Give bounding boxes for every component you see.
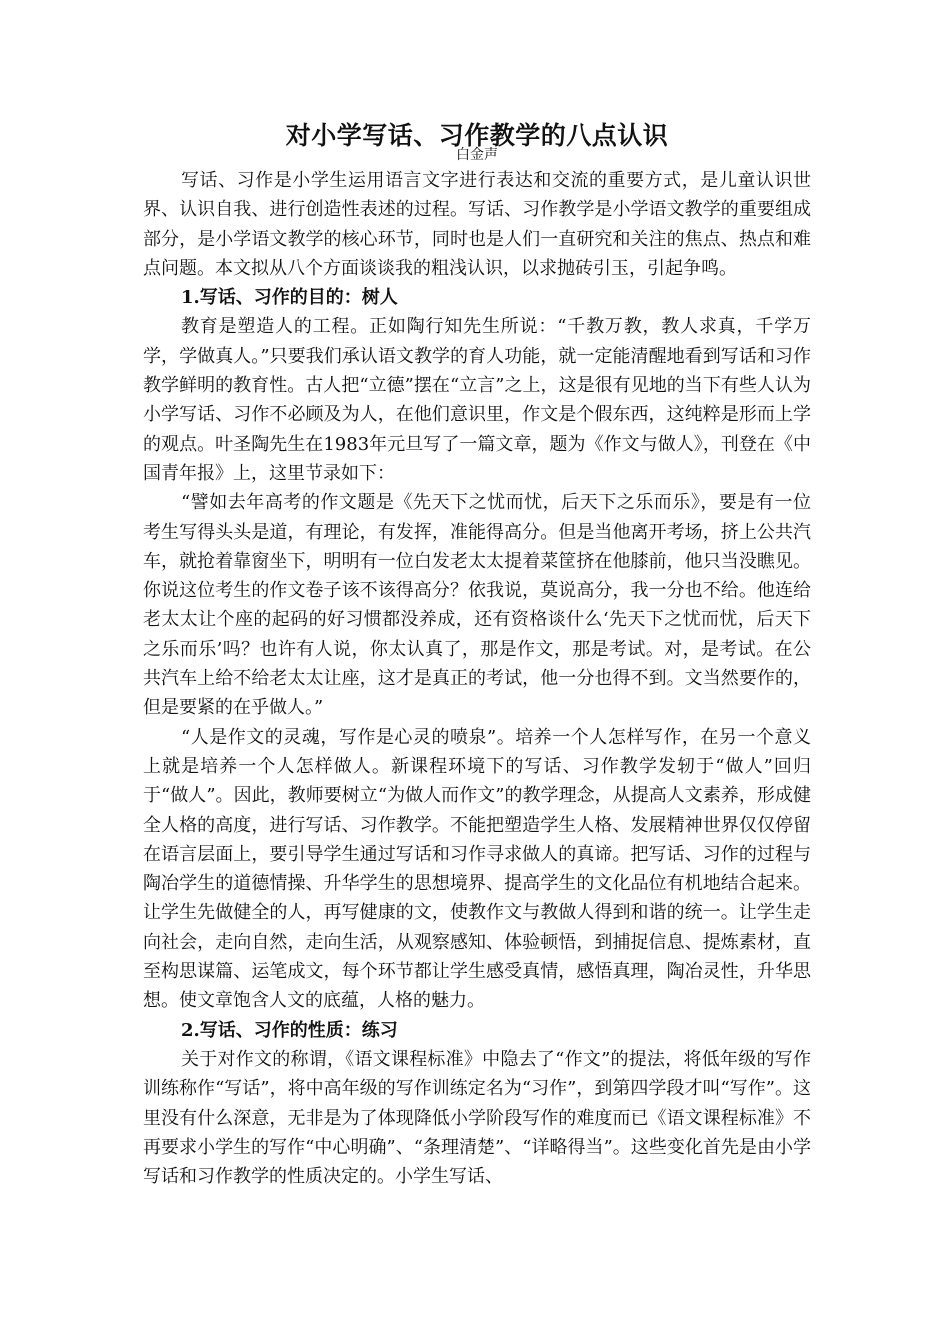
section-1-paragraph-1: 教育是塑造人的工程。正如陶行知先生所说：“千教万教，教人求真，千学万学，学做真人。”只要我们承认语文教学的育人功能，就一定能清醒地看到写话和习作教学鲜明的教育性。古人把“立德”摆在“立言”之上，这是很有见地的当下有些人认为小学写话、习作不必顾及为人，在他们意识里，作文是个假东西，这纯粹是形而上学的观点。叶圣陶先生在1983年元旦写了一篇文章，题为《作文与做人》，刊登在《中国青年报》上，这里节录如下： <box>143 316 811 484</box>
document-author: 白金声 <box>456 147 498 163</box>
section-heading-2: 2.写话、习作的性质：练习 <box>181 1019 398 1041</box>
section-1-paragraph-3: “人是作文的灵魂，写作是心灵的喷泉”。培养一个人怎样写作，在另一个意义上就是培养一个人怎样做人。新课程环境下的写话、习作教学发轫于“做人”回归于“做人”。因此，教师要树立“为做人而作文”的教学理念，从提高人文素养，形成健全人格的高度，进行写话、习作教学。不能把塑造学生人格、发展精神世界仅仅停留在语言层面上，要引导学生通过写话和习作寻求做人的真谛。把写话、习作的过程与陶冶学生的道德情操、升华学生的思想境界、提高学生的文化品位有机地结合起来。让学生先做健全的人，再写健康的文，使教作文与教做人得到和谐的统一。让学生走向社会，走向自然，走向生活，从观察感知、体验顿悟，到捕捉信息、提炼素材，直至构思谋篇、运笔成文，每个环节都让学生感受真情，感悟真理，陶冶灵性，升华思想。使文章饱含人文的底蕴，人格的魅力。 <box>143 726 811 1012</box>
document-title: 对小学写话、习作教学的八点认识 <box>285 121 669 150</box>
section-2-paragraph-1: 关于对作文的称谓，《语文课程标准》中隐去了“作文”的提法，将低年级的写作训练称作“写话”，将中高年级的写作训练定名为“习作”，到第四学段才叫“写作”。这里没有什么深意，无非是为了体现降低小学阶段写作的难度而已《语文课程标准》不再要求小学生的写作“中心明确”、“条理清楚”、“详略得当”。这些变化首先是由小学写话和习作教学的性质决定的。小学生写话、 <box>143 1048 811 1188</box>
section-1-quote-paragraph: “譬如去年高考的作文题是《先天下之忧而忧，后天下之乐而乐》，要是有一位考生写得头头是道，有理论，有发挥，准能得高分。但是当他离开考场，挤上公共汽车，就抢着靠窗坐下，明明有一位白发老太太提着菜筐挤在他膝前，他只当没瞧见。你说这位考生的作文卷子该不该得高分？依我说，莫说高分，我一分也不给。他连给老太太让个座的起码的好习惯都没养成，还有资格谈什么‘先天下之忧而忧，后天下之乐而乐’吗？也许有人说，你太认真了，那是作文，那是考试。对，是考试。在公共汽车上给不给老太太让座，这才是真正的考试，他一分也得不到。文当然要作的，但是要紧的在乎做人。” <box>143 492 811 719</box>
intro-paragraph: 写话、习作是小学生运用语言文字进行表达和交流的重要方式，是儿童认识世界、认识自我、进行创造性表述的过程。写话、习作教学是小学语文教学的重要组成部分，是小学语文教学的核心环节，同时也是人们一直研究和关注的焦点、热点和难点问题。本文拟从八个方面谈谈我的粗浅认识，以求抛砖引玉，引起争鸣。 <box>143 170 811 279</box>
section-heading-1: 1.写话、习作的目的：树人 <box>181 287 398 309</box>
document-body <box>143 118 811 1191</box>
